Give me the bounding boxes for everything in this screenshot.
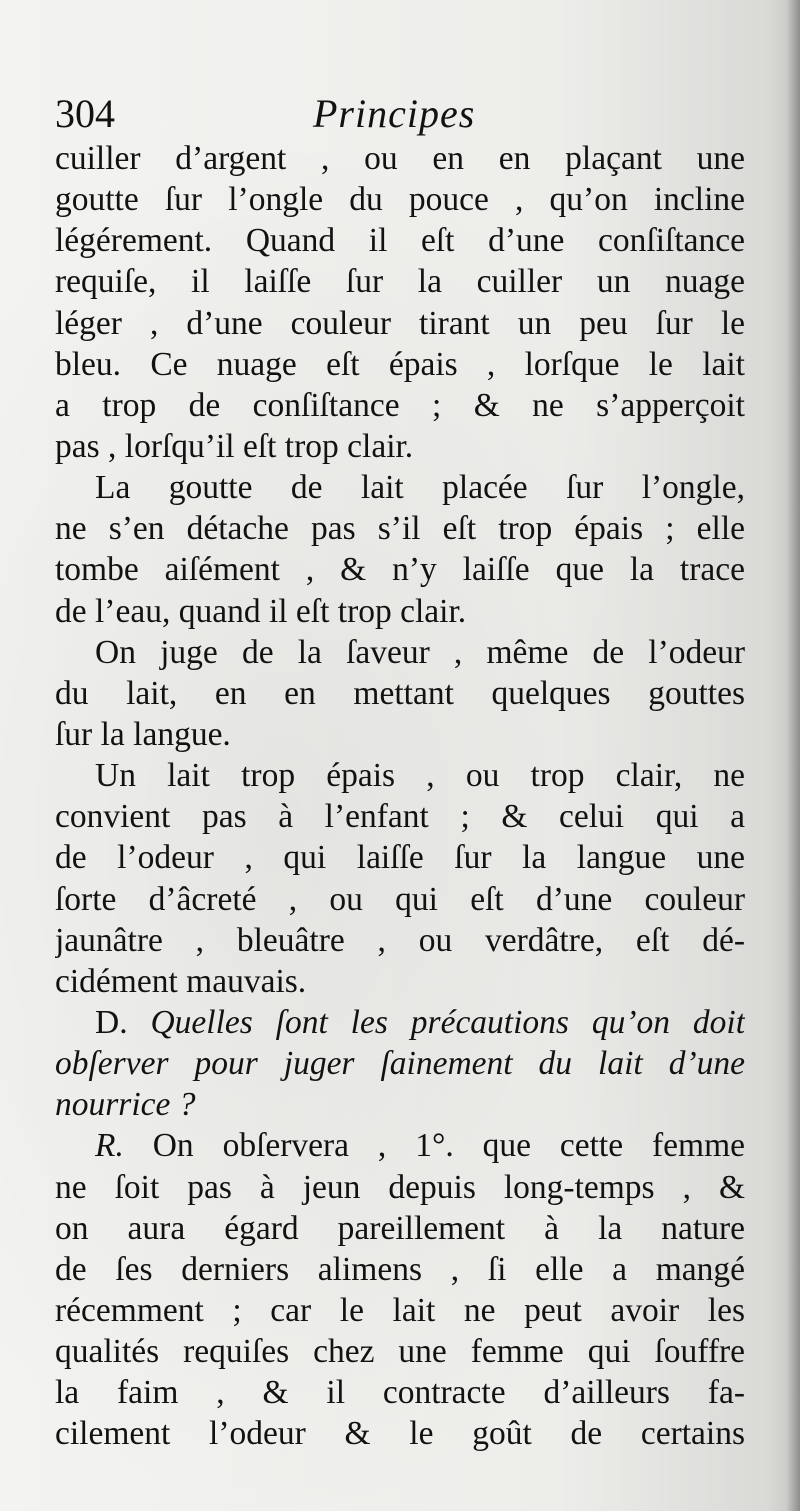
text-line: la faim , & il contracte d’ailleurs fa- xyxy=(55,1374,745,1412)
question-text: Quelles ſont les précautions qu’on doit xyxy=(150,1003,745,1041)
question-label: D. xyxy=(95,1003,128,1041)
answer-line xyxy=(55,1125,745,1166)
running-head: Principes xyxy=(313,91,476,136)
question-line: nourrice ? xyxy=(55,1086,196,1124)
text-line: de l’eau, quand il eſt trop clair. xyxy=(55,592,467,630)
text-line: léger , d’une couleur tirant un peu ſur le xyxy=(55,304,745,342)
text-line: ſur la langue. xyxy=(55,715,231,753)
text-line: on aura égard pareillement à la nature xyxy=(55,1209,745,1247)
answer-label: R. xyxy=(95,1127,124,1165)
text-line: récemment ; car le lait ne peut avoir les xyxy=(55,1291,745,1329)
text-line: ſorte d’âcreté , ou qui eſt d’une couleur xyxy=(55,880,745,918)
text-line: ne s’en détache pas s’il eſt trop épais ; elle xyxy=(55,510,745,548)
text-line: On juge de la ſaveur , même de l’odeur xyxy=(95,633,745,671)
page-edge-shadow xyxy=(786,0,800,1511)
text-line: ne ſoit pas à jeun depuis long-temps , & xyxy=(55,1168,745,1206)
page-number: 304 xyxy=(55,91,115,136)
text-line: jaunâtre , bleuâtre , ou verdâtre, eſt dé- xyxy=(55,921,745,959)
text-line: La goutte de lait placée ſur l’ongle, xyxy=(95,469,745,507)
text-line: de l’odeur , qui laiſſe ſur la langue une xyxy=(55,839,745,877)
text-line: Un lait trop épais , ou trop clair, ne xyxy=(95,757,745,795)
text-line: tombe aiſément , & n’y laiſſe que la trace xyxy=(55,551,745,589)
text-line: convient pas à l’enfant ; & celui qui a xyxy=(55,798,745,836)
text-line: cilement l’odeur & le goût de certains xyxy=(55,1415,745,1453)
page-header xyxy=(55,92,745,136)
text-line: légérement. Quand il eſt d’une conſiſtance xyxy=(55,222,745,260)
text-line: qualités requiſes chez une femme qui ſouffre xyxy=(55,1333,745,1371)
answer-text: On obſervera , 1°. que cette femme xyxy=(152,1127,745,1165)
text-line: cidément mauvais. xyxy=(55,962,307,1000)
text-line: de ſes derniers alimens , ſi elle a mangé xyxy=(55,1250,745,1288)
text-line: requiſe, il laiſſe ſur la cuiller un nuage xyxy=(55,263,745,301)
text-line: cuiller d’argent , ou en en plaçant une xyxy=(55,140,745,177)
question-line xyxy=(55,1002,745,1043)
text-line: du lait, en en mettant quelques gouttes xyxy=(55,674,745,712)
body-text xyxy=(55,138,745,1455)
text-line: bleu. Ce nuage eſt épais , lorſque le lait xyxy=(55,345,745,383)
text-line: goutte ſur l’ongle du pouce , qu’on incline xyxy=(55,181,745,219)
text-line: pas , lorſqu’il eſt trop clair. xyxy=(55,427,414,465)
text-line: a trop de conſiſtance ; & ne s’apperçoit xyxy=(55,386,745,424)
question-line: obſerver pour juger ſainement du lait d’une xyxy=(55,1045,745,1083)
